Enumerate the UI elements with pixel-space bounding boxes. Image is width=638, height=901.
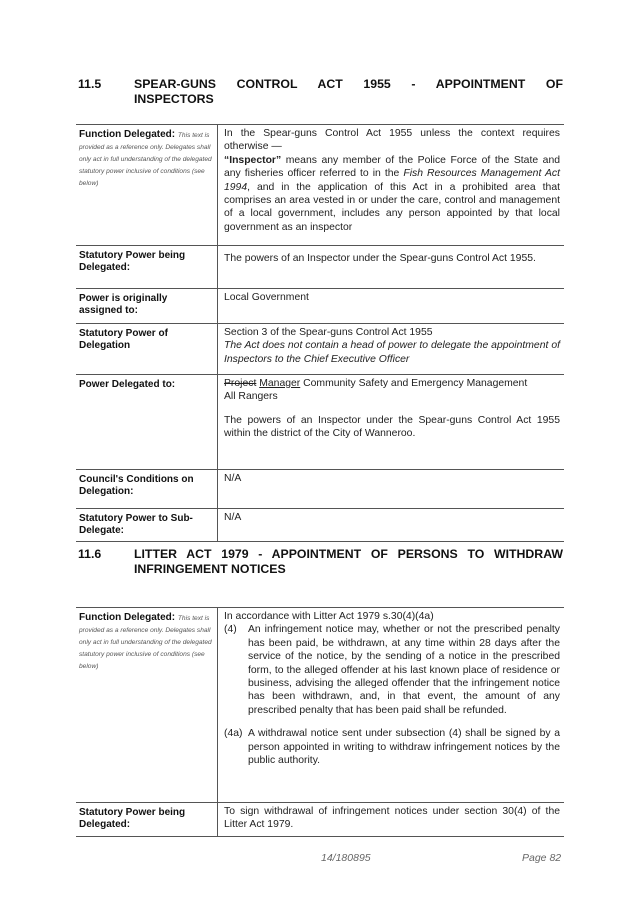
delegated-to-position [224,377,560,390]
subsection-4a-text: A withdrawal notice sent under subsection (4) shall be signed by a person appointed in writing to withdraw infringement notices by the public authority. [248,728,560,767]
statutory-delegation-text: Section 3 of the Spear-guns Control Act 1955 [224,327,433,338]
subsection-4a-number: (4a) [224,728,243,740]
function-label: Function Delegated: [79,129,176,140]
label-cell [76,125,218,246]
label-cell [76,470,218,509]
conditions-label: Council's Conditions on Delegation: [79,474,194,497]
function-act: Fish Resources Management Act 1994 [224,168,561,193]
row-originally-assigned [76,289,564,324]
value-cell [218,509,565,542]
subsection-4-number: (4) [224,624,237,636]
delegation-table-11-5 [76,124,564,542]
section-heading-11-6 [78,547,563,577]
statutory-delegation-note: The Act does not contain a head of power to delegate the appointment of Inspectors to the Chief Executive Officer [224,340,560,365]
row-function-delegated [76,608,564,803]
conditions-text: N/A [224,473,242,484]
section-title [134,547,563,577]
section-title [134,77,563,107]
section-title-line2: INSPECTORS [134,92,214,106]
sub-delegate-label: Statutory Power to Sub-Delegate: [79,513,193,536]
statutory-delegation-label: Statutory Power of Delegation [79,328,168,351]
label-cell [76,324,218,375]
row-statutory-delegation [76,324,564,375]
value-cell [218,324,565,375]
delegated-to-struck: Project [224,378,257,389]
delegated-to-underlined: Manager [259,378,301,389]
originally-assigned-label: Power is originally assigned to: [79,293,168,316]
document-reference: 14/180895 [321,852,371,864]
function-intro: In accordance with Litter Act 1979 s.30(4)(4a) [224,611,434,622]
delegated-to-powers: The powers of an Inspector under the Spear-guns Control Act 1955 within the district of the City of Wanneroo. [224,414,560,440]
label-cell [76,608,218,803]
section-title-line1: LITTER ACT 1979 - APPOINTMENT OF PERSONS TO WITHDRAW [134,547,563,561]
statutory-power-text: The powers of an Inspector under the Spear-guns Control Act 1955. [224,253,536,264]
originally-assigned-text: Local Government [224,292,309,303]
subsection-4-text: An infringement notice may, whether or not the prescribed penalty has been paid, be withdrawn, at any time within 28 days after the service of the notice, by the sending of a notice in the prescribed form, to the alleged offender at his last known place of residence or business, advising the alleged offender that the infringement notice has been withdrawn, and, in that event, the amount of any prescribed penalty that has been paid shall be refunded. [248,624,560,716]
delegated-to-label: Power Delegated to: [79,379,176,390]
row-statutory-power [76,803,564,837]
page-number: Page 82 [522,852,562,864]
section-number: 11.5 [78,77,102,91]
row-sub-delegate [76,509,564,542]
statutory-power-text: To sign withdrawal of infringement notices under section 30(4) of the Litter Act 1979. [224,806,560,831]
value-cell [218,289,565,324]
statutory-power-label: Statutory Power being Delegated: [79,250,186,273]
row-statutory-power [76,246,564,289]
value-cell [218,125,565,246]
function-label: Function Delegated: [79,612,176,623]
row-delegated-to [76,375,564,470]
value-cell [218,803,565,837]
label-cell [76,375,218,470]
section-title-line1: SPEAR-GUNS CONTROL ACT 1955 - APPOINTMENT OF [134,77,563,91]
row-conditions [76,470,564,509]
function-text-3: , and in the application of this Act in a prohibited area that comprises an area vested in or under the care, control and management of a local government, includes any person appointed by that local government as an inspector [224,181,560,233]
function-text-2: means any member of the Police Force of the State and any fisheries officer referred to in the [224,154,560,180]
statutory-power-label: Statutory Power being Delegated: [79,807,186,830]
sub-delegate-text: N/A [224,512,242,523]
section-number: 11.6 [78,547,102,561]
label-cell [76,289,218,324]
subsection-4a [224,727,560,767]
value-cell [218,246,565,289]
function-definition [224,154,560,234]
delegation-table-11-6 [76,607,564,837]
value-cell [218,470,565,509]
function-note: This text is provided as a reference only. Delegates shall only act in full understanding of the delegated statutory power inclusive of conditions (see below) [79,132,212,187]
row-function-delegated [76,125,564,246]
section-heading-11-5 [78,77,563,107]
subsection-4 [224,623,560,717]
label-cell [76,509,218,542]
label-cell [76,803,218,837]
value-cell [218,375,565,470]
delegated-to-line2: All Rangers [224,391,278,403]
section-title-line2: INFRINGEMENT NOTICES [134,562,286,576]
function-note: This text is provided as a reference only. Delegates shall only act in full understanding of the delegated statutory power inclusive of conditions (see below) [79,615,212,670]
function-term: “Inspector” [224,154,282,166]
label-cell [76,246,218,289]
delegated-to-rest: Community Safety and Emergency Management [300,378,528,389]
function-text-1: In the Spear-guns Control Act 1955 unless the context requires otherwise — [224,128,560,153]
value-cell [218,608,565,803]
